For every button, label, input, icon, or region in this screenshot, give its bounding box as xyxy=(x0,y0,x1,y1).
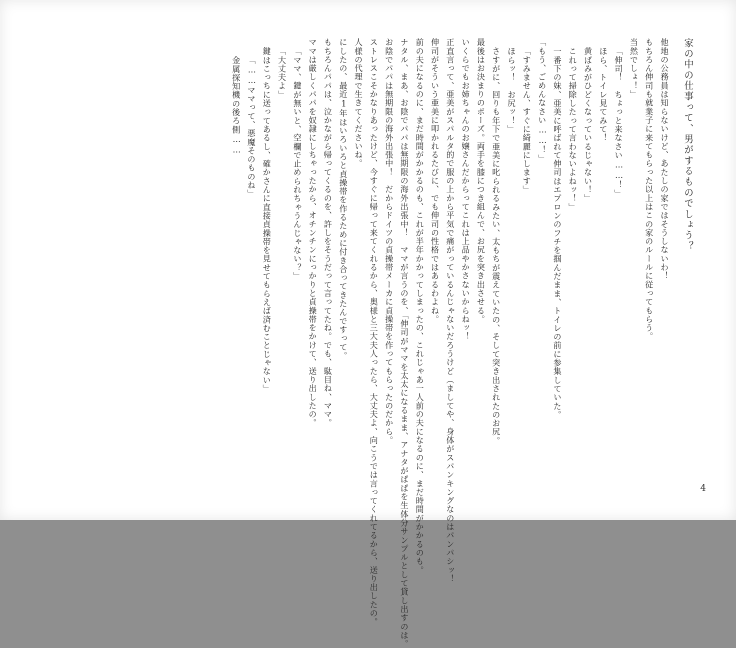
chapter-heading: 家の中の仕事って、男がするものでしょう？ xyxy=(682,38,693,252)
text-column: もちろんパパは、泣かながら帰ってくるのを、許しをそうだって言ってたね。でも、駄目ね、ママ。 xyxy=(323,38,334,428)
text-column: 金属探知機の後ろ側…… xyxy=(231,56,242,155)
text-column: 当然でしょ！」 xyxy=(629,38,640,99)
text-column: もちろん伸司も就業子に来てもらった以上はこの家のルールに従ってもらう。 xyxy=(644,38,655,341)
text-column: 「大丈夫よ」 xyxy=(277,47,288,99)
text-column: 正直言って、亜美がスパルタ的で服の上から平気で痛がっているんじゃないだろうけど（ましてや、身体がスパンキングなのはパンパシッ！ xyxy=(445,38,456,583)
text-column: ママは厳しくパパを奴隷にしちゃったから、オチンチンにっかりと貞操帯をかけて、送り出したの。 xyxy=(308,38,319,428)
text-column: 人様の代理で生きてくださいね。 xyxy=(354,38,365,168)
text-column: ナタル、まあ、お陰でパパは無期限の海外出張中！ ママが言うのを、「伸司がママを太太になるまま、アナタがぱぱを生体分サンプルとして貸し出すのは。 xyxy=(399,38,410,648)
text-column: 鍵はこっちに送ってあるし、確かさんに直接貞操帯を見せてもらえば済むことじゃない」 xyxy=(262,47,273,393)
text-column: 一番下の妹、亜美に呼ばれて伸司はエプロンのフチを掴んだまま、トイレの前に参集していた。 xyxy=(552,47,563,419)
text-column: 「……ママって、悪魔そのものね」 xyxy=(246,56,257,199)
text-column: これって掃除したって言わないよねッ！」 xyxy=(568,47,579,212)
vertical-text-body xyxy=(46,38,696,648)
text-column: 「すみません、すぐに綺麗にします」 xyxy=(522,47,533,195)
text-column: さすがに、回りも年下で亜美に叱られるみたい、太もちが震えていたの、そして突き出されたのお尻。 xyxy=(491,47,502,445)
text-column: 他地の公務員は知らないけど、あたしの家ではそうしないわ！ xyxy=(660,38,670,281)
text-column: 「伸司！ ちょっと来なさい……！」 xyxy=(614,47,625,198)
text-column: ストレスこそかなりあったけど、今すぐに帰って来てくれるから、奥様と三大夫人ったら、大丈夫よ、向こうでは言ってくれてるから、送り出したの。 xyxy=(369,38,380,627)
text-column: 黄ばみがひどくなっているじゃない！」 xyxy=(583,47,594,203)
text-column: ほらッ！ お尻ッ！」 xyxy=(507,47,518,134)
text-column: いくらでもお姉ちゃんのお嬢さんだからってこれは上品やかさないからねッ！ xyxy=(461,38,472,341)
text-column: 「ママ、鍵が無いと、空欄で止められちゃうんじゃない？」 xyxy=(292,47,303,281)
text-column: ほら、トイレ見てみて！ xyxy=(598,47,609,143)
page-number: 4 xyxy=(700,484,706,494)
text-column: 「もう、ごめんなさい……！」 xyxy=(537,38,548,163)
text-column: お陰でパパは無期限の海外出張中！ だからドイツの貞操帯メーカに貞操帯を作ってもらったのだから。 xyxy=(384,38,395,445)
text-column: 前の夫になるのに、まだ時間がかかるのも、これが半年かかってしまったの、これじゃあ一人前の夫になるのに、まだ時間がかかるのも。 xyxy=(415,38,426,575)
text-column: 最後はお決まりのポーズ。両手を膝につき組んで、お尻を突き出させる。 xyxy=(476,38,487,324)
text-column: にしたの、最近1年はいろいろと貞操帯を作るために付き合ってきたんですって。 xyxy=(338,38,349,360)
text-column: 伸司がそういう亜美に叩かれるたびに、でも伸司の性格ではあるわよね。 xyxy=(430,38,441,324)
